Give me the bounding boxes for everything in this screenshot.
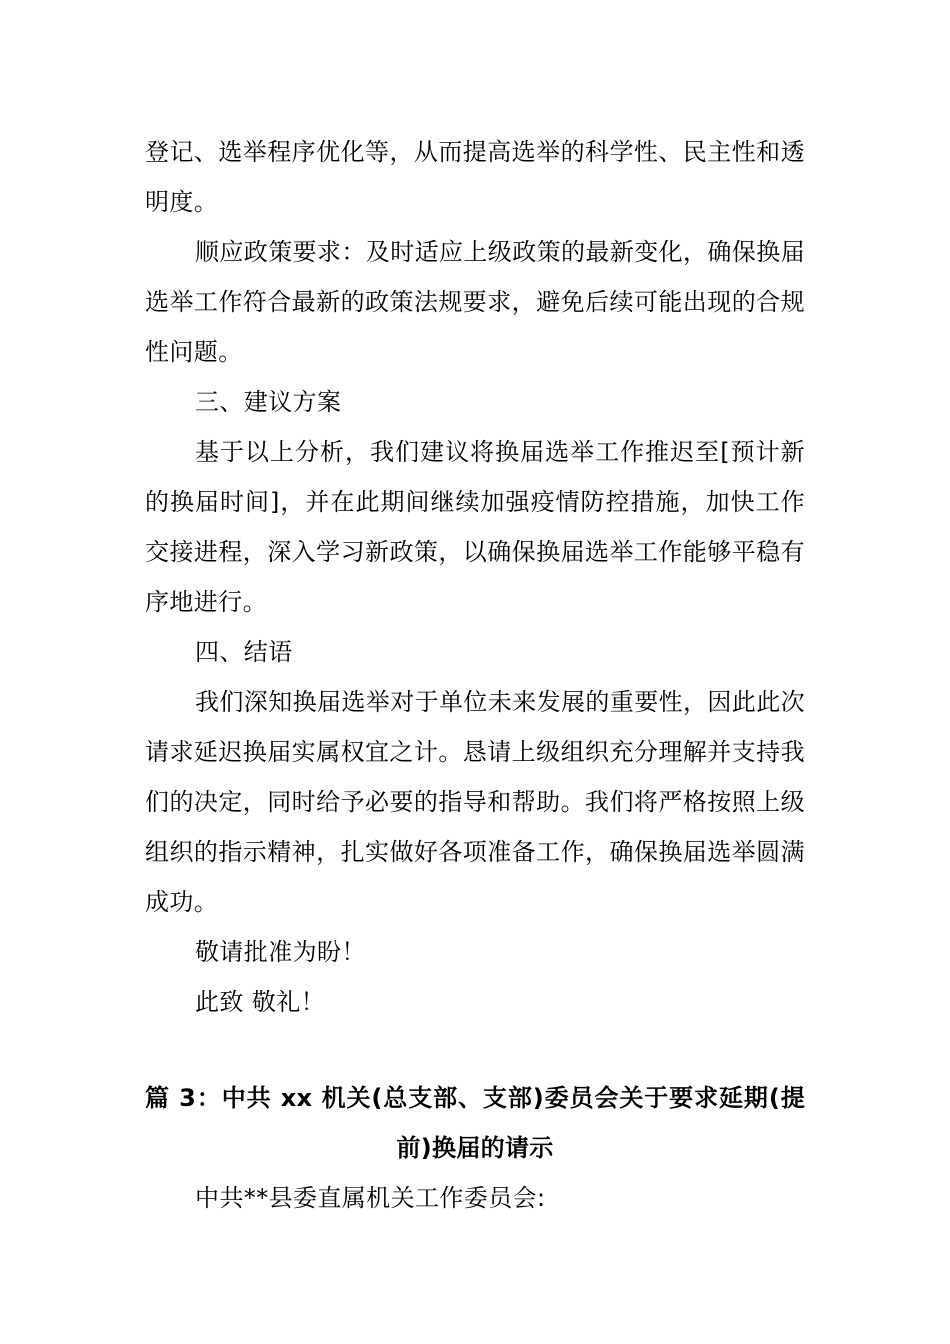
paragraph-continuation: 登记、选举程序优化等，从而提高选举的科学性、民主性和透明度。 [145,138,805,216]
paragraph-proposal: 基于以上分析，我们建议将换届选举工作推迟至[预计新的换届时间]，并在此期间继续加强疫情防控措施，加快工作交接进程，深入学习新政策，以确保换届选举工作能够平稳有序地进行。 [145,438,805,616]
section-heading-proposal: 三、建议方案 [195,388,342,416]
section-heading-conclusion: 四、结语 [195,638,293,666]
section-title: 篇 3：中共 xx 机关(总支部、支部)委员会关于要求延期(提前)换届的请示 [145,1084,805,1162]
paragraph-policy-requirements: 顺应政策要求：及时适应上级政策的最新变化，确保换届选举工作符合最新的政策法规要求，避免后续可能出现的合规性问题。 [145,238,805,366]
closing-request: 敬请批准为盼！ [195,938,366,966]
addressee: 中共**县委直属机关工作委员会: [195,1184,546,1212]
paragraph-conclusion: 我们深知换届选举对于单位未来发展的重要性，因此此次请求延迟换届实属权宜之计。恳请上级组织充分理解并支持我们的决定，同时给予必要的指导和帮助。我们将严格按照上级组织的指示精神，扎实做好各项准备工作，确保换届选举圆满成功。 [145,688,805,916]
section-gap [145,1027,805,1073]
document-body [145,127,805,1223]
closing-salutation: 此致 敬礼！ [195,988,326,1016]
